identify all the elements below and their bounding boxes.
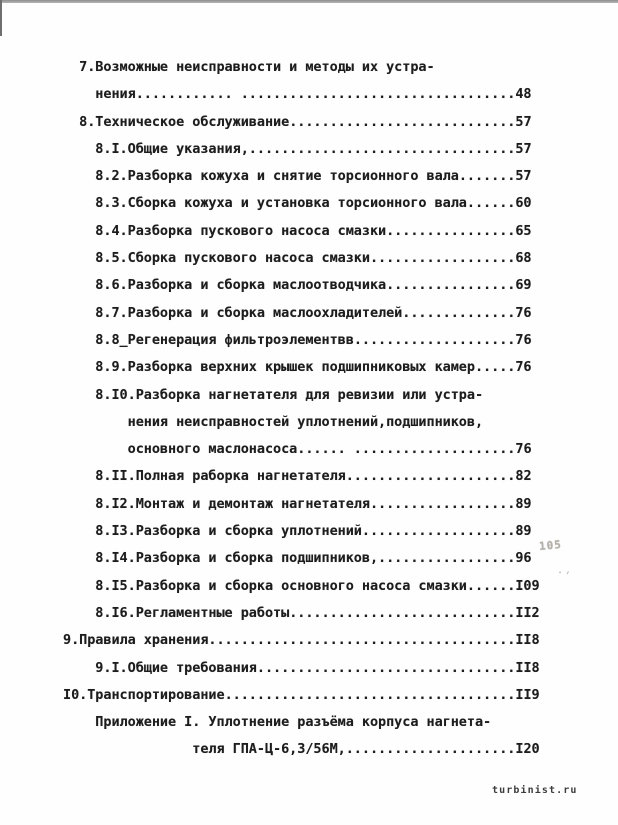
toc-entry-text: 8.I.Общие указания, (63, 140, 249, 157)
toc-line (63, 709, 540, 736)
toc-line (63, 54, 540, 81)
site-watermark: turbinist.ru (492, 785, 578, 796)
toc-leader-dots: ................. (378, 550, 516, 567)
toc-page-number: 76 (515, 304, 532, 321)
toc-line (63, 354, 540, 381)
toc-page-number: 69 (515, 277, 532, 294)
toc-line (63, 218, 540, 245)
toc-entry-text: 8.7.Разборка и сборка маслоохладителей (63, 304, 403, 321)
toc-line (63, 382, 540, 409)
toc-leader-dots: .................... (353, 331, 516, 348)
toc-leader-dots: ..... (474, 359, 516, 376)
toc-page-number: II8 (515, 659, 540, 676)
toc-leader-dots: ............ .................................. (135, 86, 516, 103)
toc-line (63, 545, 540, 572)
toc-entry-text: 8.3.Сборка кожуха и установка торсионного вала (63, 195, 467, 212)
toc-page-number: 89 (515, 523, 532, 540)
toc-entry-text: 8.I5.Разборка и сборка основного насоса смазки (63, 577, 467, 594)
toc-entry-text: основного маслонасоса (63, 441, 298, 458)
pencil-margin-note: 105 (538, 538, 563, 553)
toc-line (63, 109, 540, 136)
toc-leader-dots: ............................ (289, 113, 516, 130)
toc-page-number: 57 (515, 140, 532, 157)
toc-leader-dots: ,..................... (337, 741, 516, 758)
toc-page-number: 68 (515, 250, 532, 267)
toc-entry-text: 8.I2.Монтаж и демонтаж нагнетателя (63, 495, 370, 512)
toc-entry-text: 8.8_Регенерация фильтроэлементвв (63, 331, 354, 348)
toc-entry-text: 9.Правила хранения (63, 632, 209, 649)
toc-page-number: 89 (515, 495, 532, 512)
toc-leader-dots: ................ (386, 277, 516, 294)
toc-page-number: 48 (515, 86, 532, 103)
toc-page-number: 60 (515, 195, 532, 212)
toc-leader-dots: ....... (458, 168, 516, 185)
toc-page-number: 65 (515, 222, 532, 239)
toc-leader-dots: ............................ (289, 604, 516, 621)
toc-entry-text: I0.Транспортирование (63, 686, 225, 703)
toc-entry-text: Приложение I. Уплотнение разъёма корпуса нагнета- (63, 714, 492, 731)
toc-entry-text: 8.I3.Разборка и сборка уплотнений (63, 523, 362, 540)
toc-entry-text: 8.I4.Разборка и сборка подшипников, (63, 550, 379, 567)
toc-leader-dots: ................ (386, 222, 516, 239)
toc-line (63, 627, 540, 654)
toc-leader-dots: ...................................... (208, 632, 516, 649)
toc-page-number: II8 (515, 632, 540, 649)
toc-leader-dots: ..................... (345, 468, 516, 485)
toc-entry-text: 8.6.Разборка и сборка маслоотводчика (63, 277, 387, 294)
toc-line (63, 409, 540, 436)
toc-line (63, 600, 540, 627)
toc-page-number: II9 (515, 686, 540, 703)
toc-leader-dots: ...... (466, 195, 516, 212)
toc-entry-text: 8.5.Сборка пускового насоса смазки (63, 250, 370, 267)
toc-line (63, 655, 540, 682)
toc-leader-dots: .................................... (224, 686, 516, 703)
toc-entry-text: 7.Возможные неисправности и методы их устра- (63, 59, 435, 75)
toc-line (63, 190, 540, 217)
toc-page-number: 57 (515, 113, 532, 130)
toc-line (63, 463, 540, 490)
toc-page-number: 76 (515, 441, 532, 458)
toc-line (63, 736, 540, 763)
toc-entry-text: 8.Техническое обслуживание (63, 113, 290, 130)
toc-leader-dots: ...... .................... (297, 441, 516, 458)
pencil-stray-mark: ·' (553, 564, 573, 584)
toc-page-number: 82 (515, 468, 532, 485)
toc-line (63, 518, 540, 545)
toc-line (63, 136, 540, 163)
toc-leader-dots: ................................. (248, 140, 516, 157)
toc-line (63, 163, 540, 190)
toc-page-number: 96 (515, 550, 532, 567)
toc-page-number: 76 (515, 359, 532, 376)
toc-page-number: 76 (515, 331, 532, 348)
toc-entry-text: теля ГПА-Ц-6,3/56М (63, 741, 338, 758)
toc-entry-text: нения неисправностей уплотнений,подшипников, (63, 413, 484, 430)
toc-line (63, 573, 540, 600)
toc-list (63, 54, 540, 764)
toc-line (63, 682, 540, 709)
toc-entry-text: нения (63, 86, 136, 103)
scan-edge-artifact-top (0, 0, 618, 3)
scan-edge-artifact-left (0, 0, 2, 36)
toc-line (63, 245, 540, 272)
toc-entry-text: 8.II.Полная раборка нагнетателя (63, 468, 346, 485)
toc-leader-dots: .................. (369, 250, 516, 267)
toc-entry-text: 9.I.Общие требования (63, 659, 257, 676)
toc-entry-text: 8.4.Разборка пускового насоса смазки (63, 222, 387, 239)
toc-line (63, 491, 540, 518)
toc-page-number: I20 (515, 741, 540, 758)
toc-entry-text: 8.2.Разборка кожуха и снятие торсионного вала (63, 168, 459, 185)
toc-line (63, 436, 540, 463)
toc-entry-text: 8.I0.Разборка нагнетателя для ревизии или устра- (63, 386, 484, 403)
toc-entry-text: 8.I6.Регламентные работы (63, 604, 290, 621)
toc-leader-dots: .................. (369, 495, 516, 512)
toc-page-number: I09 (515, 577, 540, 594)
toc-line (63, 300, 540, 327)
toc-leader-dots: ................................ (256, 659, 516, 676)
toc-entry-text: 8.9.Разборка верхних крышек подшипниковых камер (63, 359, 475, 376)
toc-line (63, 272, 540, 299)
toc-leader-dots: .............. (402, 304, 516, 321)
toc-leader-dots: ...... (466, 577, 516, 594)
toc-page-number: 57 (515, 168, 532, 185)
toc-page-number: II2 (515, 604, 540, 621)
toc-line (63, 81, 540, 108)
toc-line (63, 327, 540, 354)
toc-leader-dots: ................... (361, 523, 516, 540)
